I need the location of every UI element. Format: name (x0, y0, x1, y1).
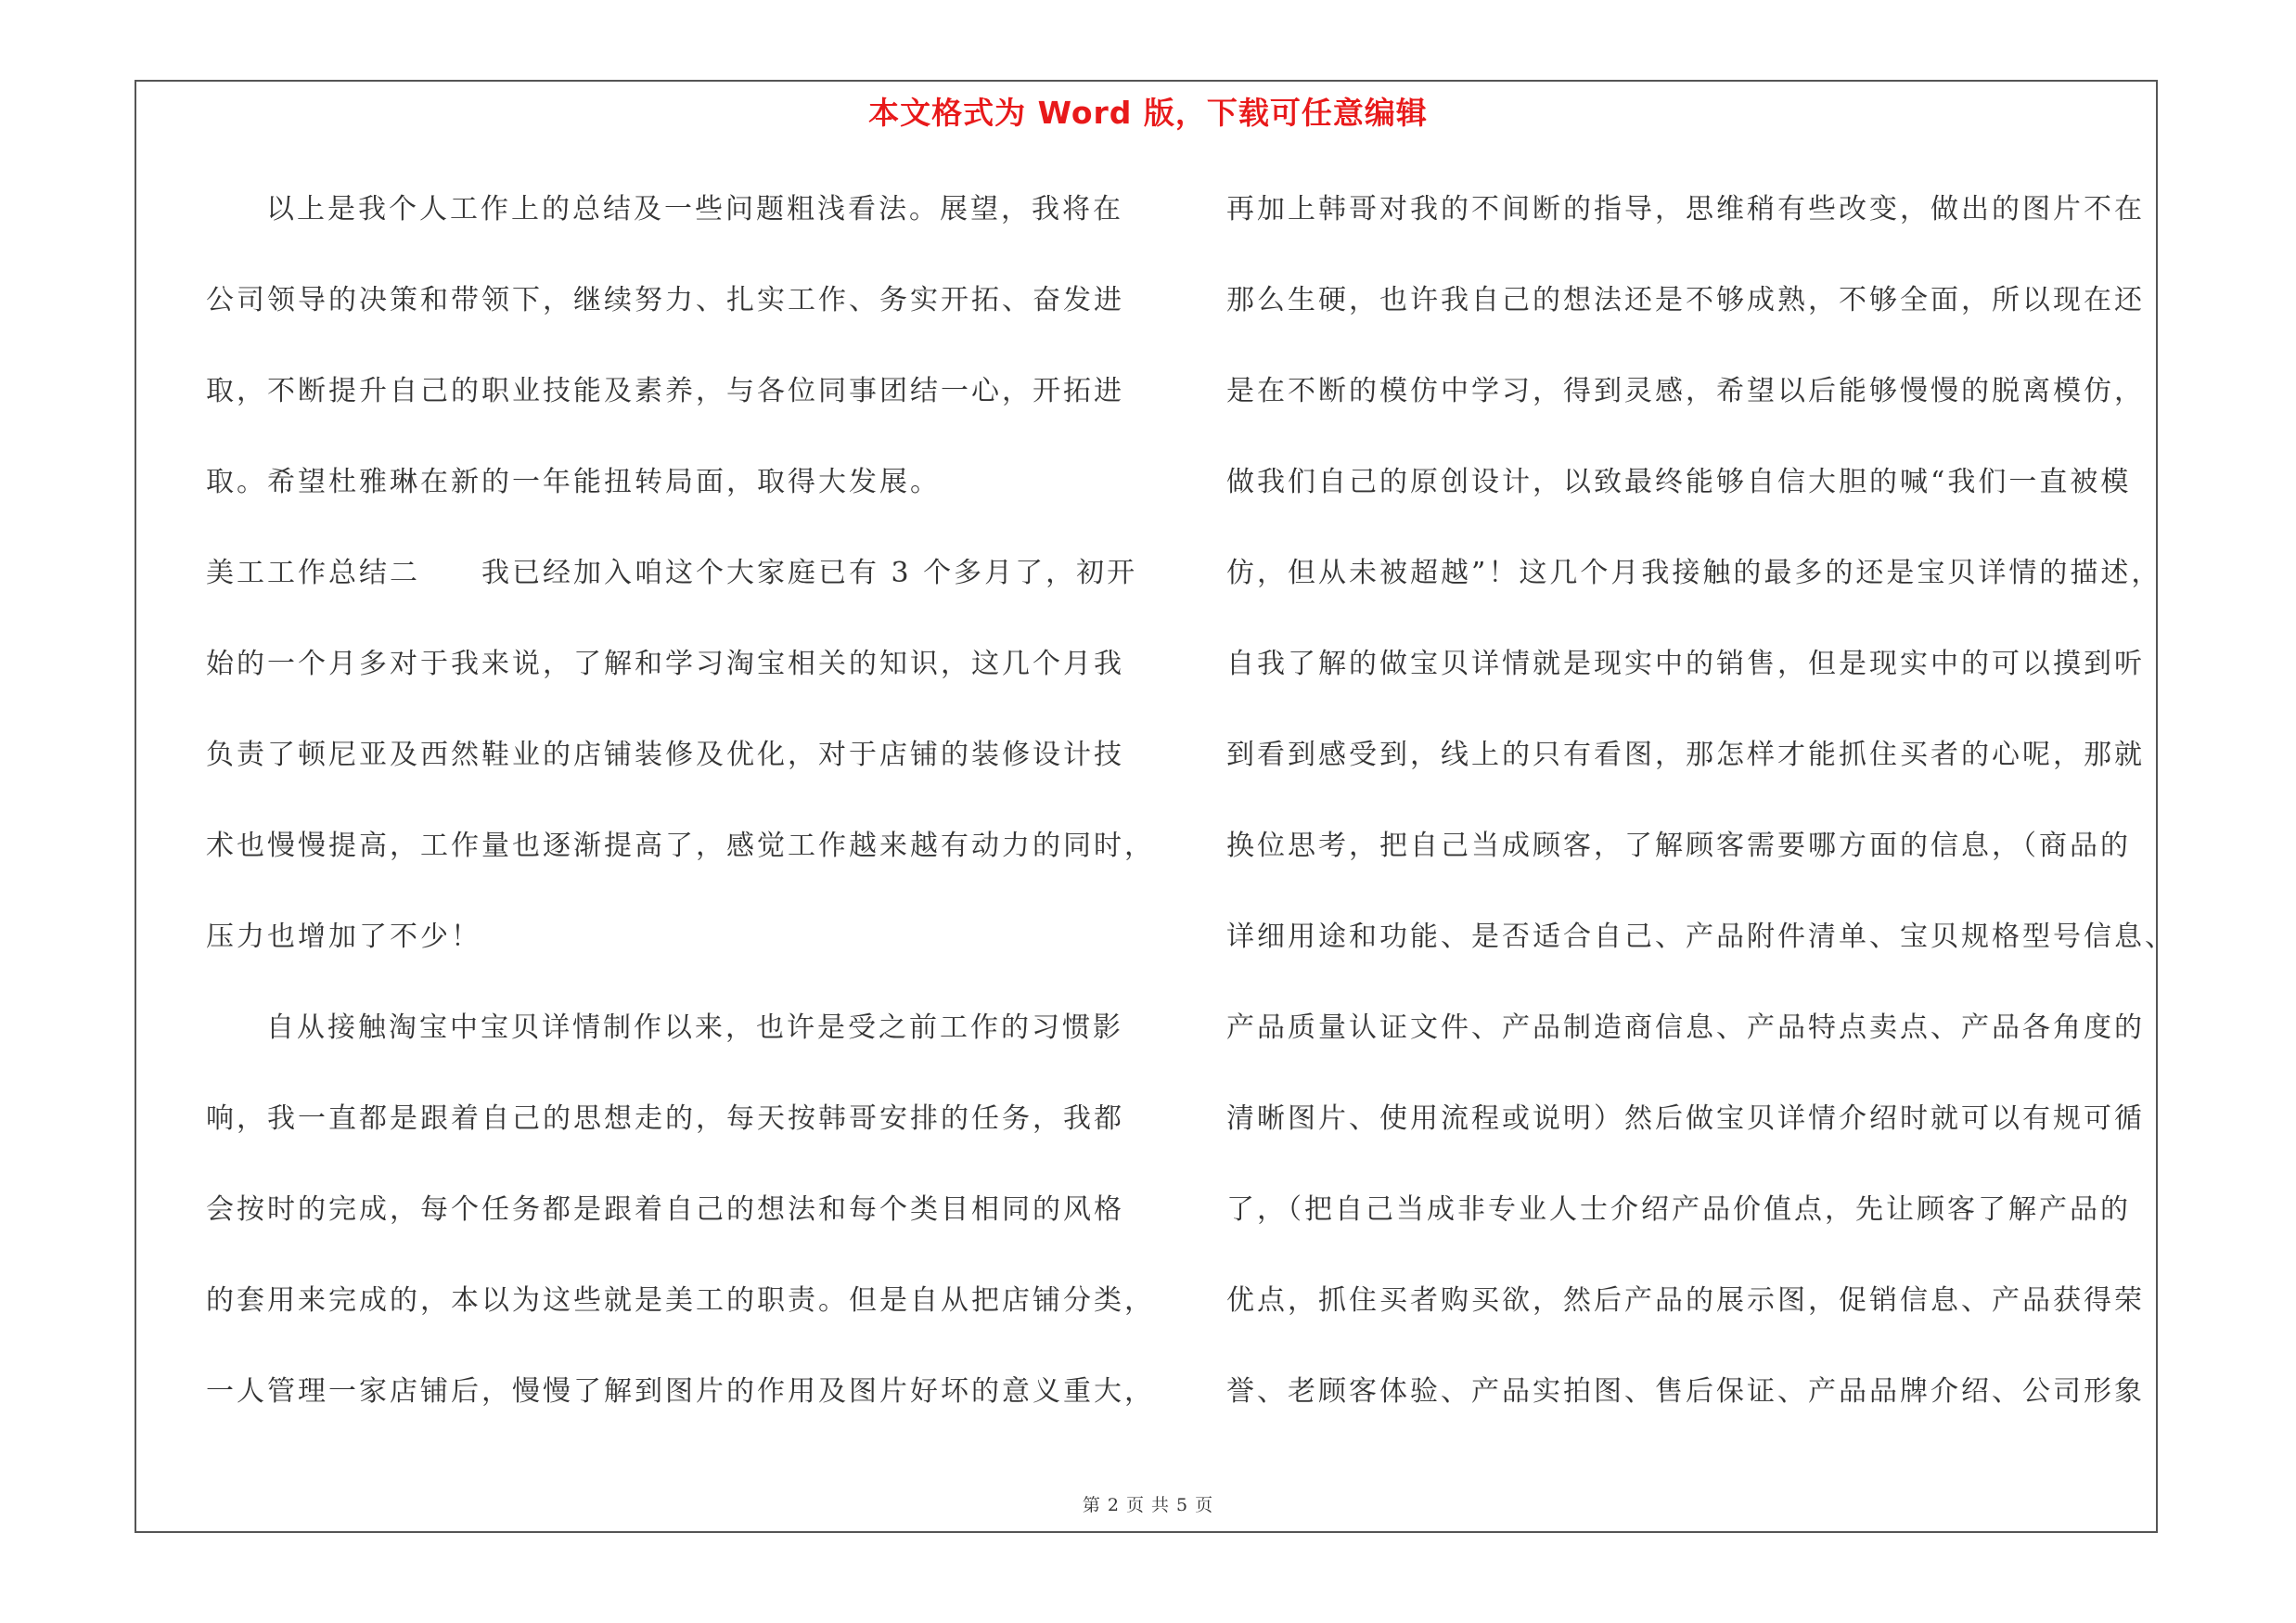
text-line: 美工工作总结二 我已经加入咱这个大家庭已有 3 个多月了，初开 (206, 557, 1138, 589)
text-line: 的套用来完成的，本以为这些就是美工的职责。但是自从把店铺分类， (206, 1284, 1155, 1317)
text-line: 以上是我个人工作上的总结及一些问题粗浅看法。展望，我将在 (266, 193, 1123, 225)
text-line: 术也慢慢提高，工作量也逐渐提高了，感觉工作越来越有动力的同时， (206, 830, 1155, 862)
text-line: 了，（把自己当成非专业人士介绍产品价值点，先让顾客了解产品的 (1226, 1193, 2131, 1226)
text-line: 产品质量认证文件、产品制造商信息、产品特点卖点、产品各角度的 (1226, 1011, 2145, 1044)
text-line: 公司领导的决策和带领下，继续努力、扎实工作、务实开拓、奋发进 (206, 284, 1124, 316)
document-header-title: 本文格式为 Word 版，下载可任意编辑 (868, 95, 1428, 131)
text-line: 再加上韩哥对我的不间断的指导，思维稍有些改变，做出的图片不在 (1226, 193, 2145, 225)
text-line: 到看到感受到，线上的只有看图，那怎样才能抓住买者的心呢，那就 (1226, 739, 2145, 771)
text-line: 始的一个月多对于我来说，了解和学习淘宝相关的知识，这几个月我 (206, 648, 1124, 680)
text-line: 是在不断的模仿中学习，得到灵感，希望以后能够慢慢的脱离模仿， (1226, 375, 2145, 407)
text-line: 负责了顿尼亚及西然鞋业的店铺装修及优化，对于店铺的装修设计技 (206, 739, 1124, 771)
text-line: 取，不断提升自己的职业技能及素养，与各位同事团结一心，开拓进 (206, 375, 1124, 407)
left-text-column (206, 180, 1155, 1453)
text-line: 誉、老顾客体验、产品实拍图、售后保证、产品品牌介绍、公司形象 (1226, 1375, 2145, 1408)
text-line: 详细用途和功能、是否适合自己、产品附件清单、宝贝规格型号信息、 (1226, 921, 2175, 953)
text-line: 换位思考，把自己当成顾客，了解顾客需要哪方面的信息，（商品的 (1226, 830, 2131, 862)
text-line: 优点，抓住买者购买欲，然后产品的展示图，促销信息、产品获得荣 (1226, 1284, 2145, 1317)
text-line: 仿，但从未被超越”！这几个月我接触的最多的还是宝贝详情的描述， (1226, 557, 2162, 589)
right-text-column (1226, 180, 2175, 1453)
text-line: 自我了解的做宝贝详情就是现实中的销售，但是现实中的可以摸到听 (1226, 648, 2145, 680)
text-line: 响，我一直都是跟着自己的思想走的，每天按韩哥安排的任务，我都 (206, 1102, 1124, 1135)
page-number-footer: 第 2 页 共 5 页 (1082, 1495, 1214, 1515)
text-line: 做我们自己的原创设计，以致最终能够自信大胆的喊“我们一直被模 (1226, 466, 2132, 498)
text-line: 自从接触淘宝中宝贝详情制作以来，也许是受之前工作的习惯影 (266, 1011, 1123, 1044)
text-line: 那么生硬，也许我自己的想法还是不够成熟，不够全面，所以现在还 (1226, 284, 2145, 316)
text-line: 一人管理一家店铺后，慢慢了解到图片的作用及图片好坏的意义重大， (206, 1375, 1155, 1408)
text-line: 取。希望杜雅琳在新的一年能扭转局面，取得大发展。 (206, 466, 941, 498)
text-line: 压力也增加了不少！ (206, 921, 481, 953)
text-line: 会按时的完成，每个任务都是跟着自己的想法和每个类目相同的风格 (206, 1193, 1124, 1226)
text-line: 清晰图片、使用流程或说明）然后做宝贝详情介绍时就可以有规可循 (1226, 1102, 2145, 1135)
